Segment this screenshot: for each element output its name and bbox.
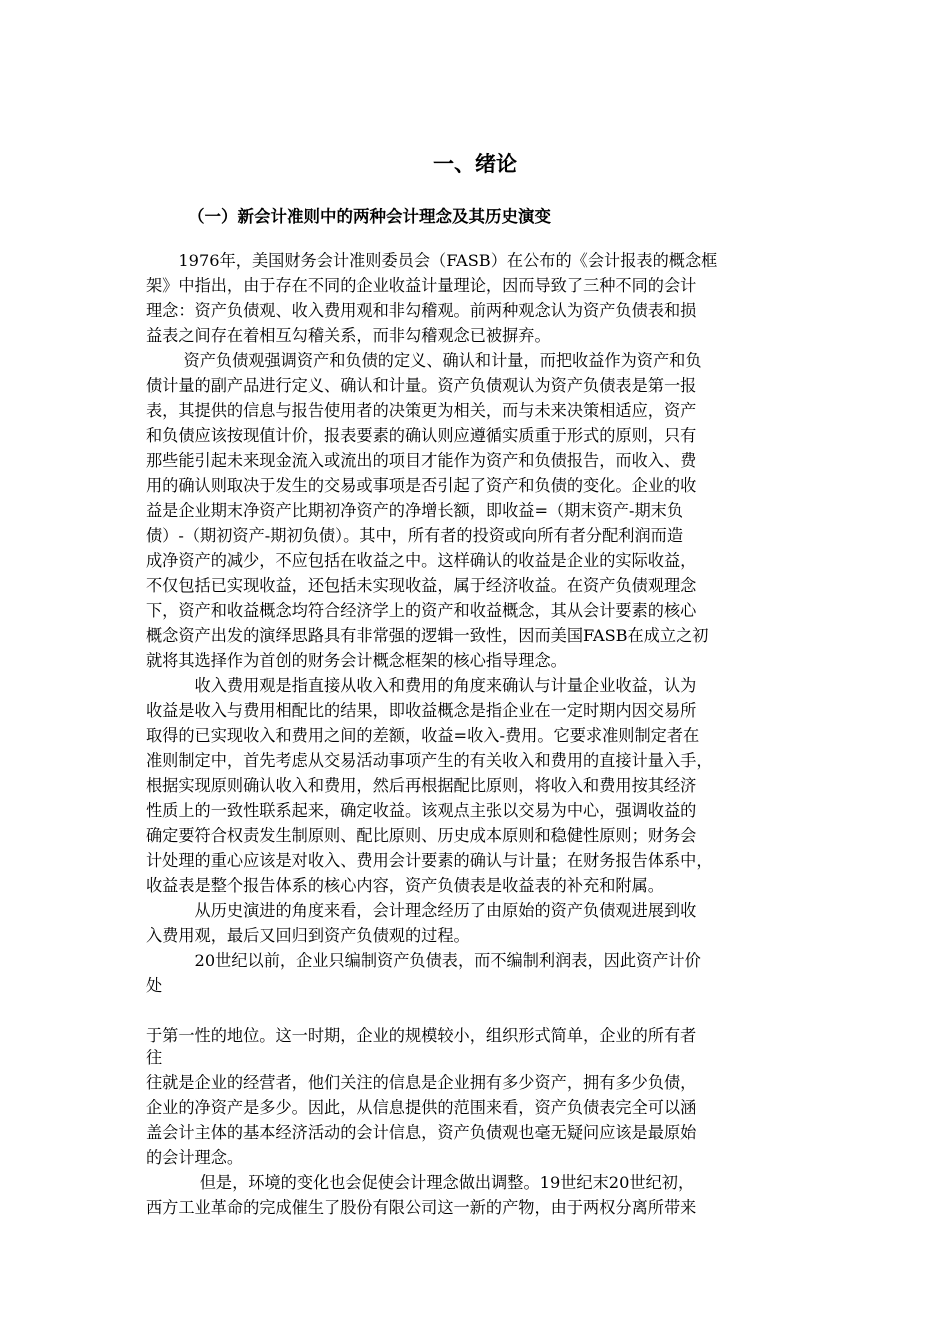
body-line: 收入费用观是指直接从收入和费用的角度来确认与计量企业收益，认为 (146, 676, 697, 695)
body-line: 债）-（期初资产-期初负债）。其中，所有者的投资或向所有者分配利润而造 (146, 526, 684, 545)
body-line: 概念资产出发的演绎思路具有非常强的逻辑一致性，因而美国FASB在成立之初 (146, 626, 709, 645)
body-line: 盖会计主体的基本经济活动的会计信息，资产负债观也毫无疑问应该是最原始 (146, 1123, 697, 1142)
body-line: 计处理的重心应该是对收入、费用会计要素的确认与计量；在财务报告体系中， (146, 851, 713, 870)
body-line: 就将其选择作为首创的财务会计概念框架的核心指导理念。 (146, 651, 567, 670)
body-line: 益表之间存在着相互勾稽关系，而非勾稽观念已被摒弃。 (146, 326, 551, 345)
body-line: 收益是收入与费用相配比的结果，即收益概念是指企业在一定时期内因交易所 (146, 701, 697, 720)
body-line: 往 (146, 1048, 163, 1067)
body-line: 理念：资产负债观、收入费用观和非勾稽观。前两种观念认为资产负债表和损 (146, 301, 697, 320)
body-line: 债计量的副产品进行定义、确认和计量。资产负债观认为资产负债表是第一报 (146, 376, 697, 395)
body-line: 往就是企业的经营者，他们关注的信息是企业拥有多少资产，拥有多少负债， (146, 1073, 697, 1092)
body-line: 那些能引起未来现金流入或流出的项目才能作为资产和负债报告，而收入、费 (146, 451, 697, 470)
body-line: 性质上的一致性联系起来，确定收益。该观点主张以交易为中心，强调收益的 (146, 801, 697, 820)
body-line: 的会计理念。 (146, 1148, 244, 1167)
body-line: 从历史演进的角度来看，会计理念经历了由原始的资产负债观进展到收 (146, 901, 697, 920)
body-line: 入费用观，最后又回归到资产负债观的过程。 (146, 926, 470, 945)
body-line: 但是，环境的变化也会促使会计理念做出调整。19世纪末20世纪初， (146, 1173, 695, 1192)
body-line: 准则制定中，首先考虑从交易活动事项产生的有关收入和费用的直接计量入手， (146, 751, 713, 770)
body-line: 根据实现原则确认收入和费用，然后再根据配比原则，将收入和费用按其经济 (146, 776, 697, 795)
body-line: 确定要符合权责发生制原则、配比原则、历史成本原则和稳健性原则；财务会 (146, 826, 697, 845)
body-line: 和负债应该按现值计价，报表要素的确认则应遵循实质重于形式的原则，只有 (146, 426, 697, 445)
body-line: 益是企业期末净资产比期初净资产的净增长额，即收益=（期末资产-期末负 (146, 501, 684, 520)
body-line: 处 (146, 976, 163, 995)
chapter-title: 一、绪论 (433, 152, 517, 176)
body-line: 表，其提供的信息与报告使用者的决策更为相关，而与未来决策相适应，资产 (146, 401, 697, 420)
body-line: 于第一性的地位。这一时期，企业的规模较小，组织形式简单，企业的所有者 (146, 1026, 697, 1045)
section-title: （一）新会计准则中的两种会计理念及其历史演变 (188, 207, 551, 226)
body-line: 取得的已实现收入和费用之间的差额，收益=收入-费用。它要求准则制定者在 (146, 726, 700, 745)
body-line: 下，资产和收益概念均符合经济学上的资产和收益概念，其从会计要素的核心 (146, 601, 697, 620)
body-line: 资产负债观强调资产和负债的定义、确认和计量，而把收益作为资产和负 (146, 351, 702, 370)
body-line: 成净资产的减少，不应包括在收益之中。这样确认的收益是企业的实际收益， (146, 551, 697, 570)
body-line: 20世纪以前，企业只编制资产负债表，而不编制利润表，因此资产计价 (146, 951, 701, 970)
body-line: 企业的净资产是多少。因此，从信息提供的范围来看，资产负债表完全可以涵 (146, 1098, 697, 1117)
body-line: 收益表是整个报告体系的核心内容，资产负债表是收益表的补充和附属。 (146, 876, 664, 895)
body-line: 架》中指出，由于存在不同的企业收益计量理论，因而导致了三种不同的会计 (146, 276, 697, 295)
body-line: 西方工业革命的完成催生了股份有限公司这一新的产物，由于两权分离所带来 (146, 1198, 697, 1217)
body-line: 不仅包括已实现收益，还包括未实现收益，属于经济收益。在资产负债观理念 (146, 576, 697, 595)
body-line: 1976年，美国财务会计准则委员会（FASB）在公布的《会计报表的概念框 (146, 251, 718, 270)
body-line: 用的确认则取决于发生的交易或事项是否引起了资产和负债的变化。企业的收 (146, 476, 697, 495)
